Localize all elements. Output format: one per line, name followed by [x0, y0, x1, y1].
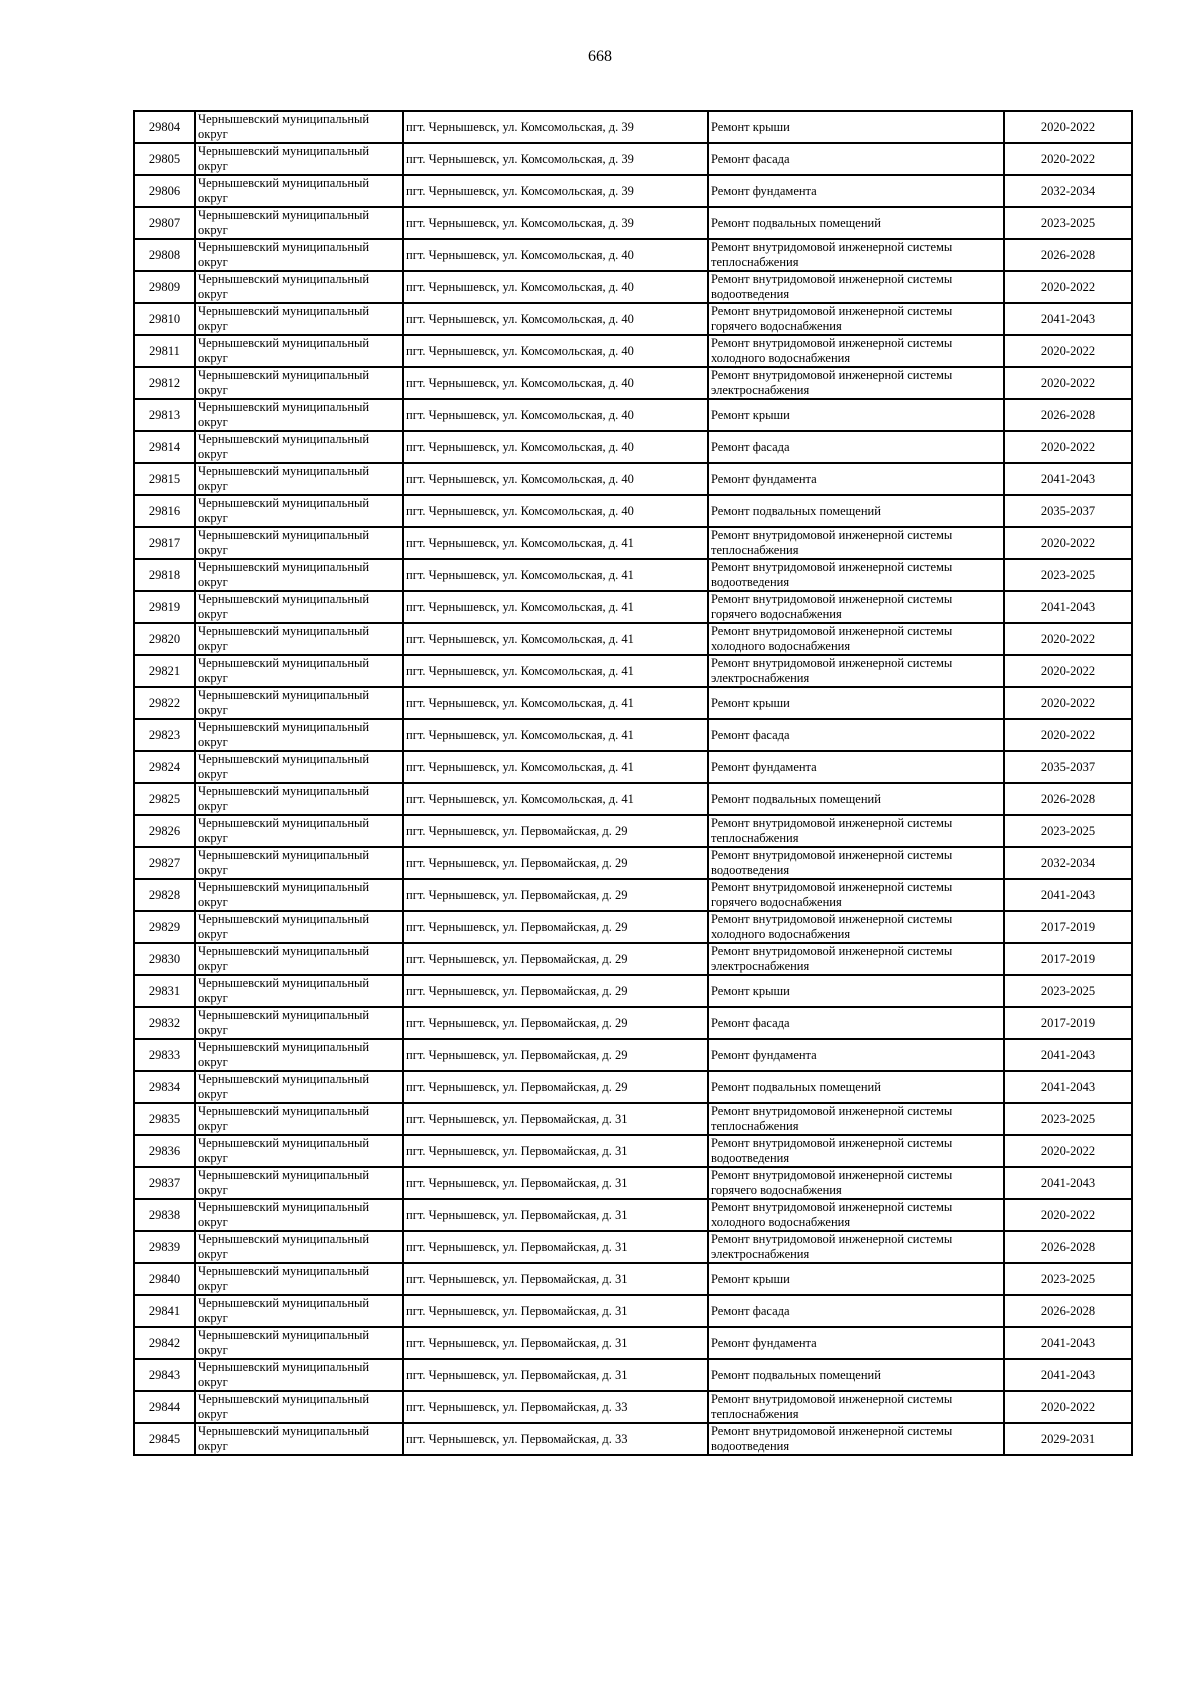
period-cell: 2017-2019	[1004, 1007, 1132, 1039]
work-type-cell: Ремонт внутридомовой инженерной системы горячего водоснабжения	[708, 1167, 1004, 1199]
work-type-cell: Ремонт внутридомовой инженерной системы водоотведения	[708, 559, 1004, 591]
row-number-cell: 29807	[134, 207, 195, 239]
address-cell: пгт. Чернышевск, ул. Комсомольская, д. 39	[403, 207, 708, 239]
row-number-cell: 29830	[134, 943, 195, 975]
address-cell: пгт. Чернышевск, ул. Комсомольская, д. 41	[403, 655, 708, 687]
district-cell: Чернышевский муниципальный округ	[195, 1295, 403, 1327]
district-cell: Чернышевский муниципальный округ	[195, 143, 403, 175]
district-cell: Чернышевский муниципальный округ	[195, 1263, 403, 1295]
address-cell: пгт. Чернышевск, ул. Комсомольская, д. 40	[403, 303, 708, 335]
period-cell: 2023-2025	[1004, 975, 1132, 1007]
address-cell: пгт. Чернышевск, ул. Первомайская, д. 31	[403, 1295, 708, 1327]
district-cell: Чернышевский муниципальный округ	[195, 367, 403, 399]
district-cell: Чернышевский муниципальный округ	[195, 111, 403, 143]
address-cell: пгт. Чернышевск, ул. Первомайская, д. 31	[403, 1359, 708, 1391]
address-cell: пгт. Чернышевск, ул. Первомайская, д. 31	[403, 1231, 708, 1263]
address-cell: пгт. Чернышевск, ул. Комсомольская, д. 41	[403, 719, 708, 751]
period-cell: 2029-2031	[1004, 1423, 1132, 1455]
work-type-cell: Ремонт внутридомовой инженерной системы холодного водоснабжения	[708, 335, 1004, 367]
table-row	[134, 1359, 1132, 1391]
district-cell: Чернышевский муниципальный округ	[195, 527, 403, 559]
work-type-cell: Ремонт внутридомовой инженерной системы водоотведения	[708, 271, 1004, 303]
work-type-cell: Ремонт внутридомовой инженерной системы холодного водоснабжения	[708, 623, 1004, 655]
table-row	[134, 1295, 1132, 1327]
table-row	[134, 303, 1132, 335]
district-cell: Чернышевский муниципальный округ	[195, 783, 403, 815]
row-number-cell: 29805	[134, 143, 195, 175]
address-cell: пгт. Чернышевск, ул. Комсомольская, д. 41	[403, 783, 708, 815]
period-cell: 2020-2022	[1004, 367, 1132, 399]
district-cell: Чернышевский муниципальный округ	[195, 847, 403, 879]
district-cell: Чернышевский муниципальный округ	[195, 1071, 403, 1103]
work-type-cell: Ремонт фундамента	[708, 751, 1004, 783]
address-cell: пгт. Чернышевск, ул. Комсомольская, д. 39	[403, 111, 708, 143]
row-number-cell: 29833	[134, 1039, 195, 1071]
row-number-cell: 29832	[134, 1007, 195, 1039]
period-cell: 2020-2022	[1004, 527, 1132, 559]
address-cell: пгт. Чернышевск, ул. Комсомольская, д. 39	[403, 175, 708, 207]
table-row	[134, 1199, 1132, 1231]
work-type-cell: Ремонт внутридомовой инженерной системы горячего водоснабжения	[708, 591, 1004, 623]
row-number-cell: 29810	[134, 303, 195, 335]
work-type-cell: Ремонт подвальных помещений	[708, 1071, 1004, 1103]
repair-schedule-table	[133, 110, 1133, 1456]
address-cell: пгт. Чернышевск, ул. Первомайская, д. 29	[403, 1071, 708, 1103]
address-cell: пгт. Чернышевск, ул. Первомайская, д. 31	[403, 1167, 708, 1199]
district-cell: Чернышевский муниципальный округ	[195, 1423, 403, 1455]
period-cell: 2017-2019	[1004, 943, 1132, 975]
row-number-cell: 29825	[134, 783, 195, 815]
address-cell: пгт. Чернышевск, ул. Первомайская, д. 31	[403, 1103, 708, 1135]
district-cell: Чернышевский муниципальный округ	[195, 975, 403, 1007]
table-row	[134, 1423, 1132, 1455]
table-row	[134, 975, 1132, 1007]
work-type-cell: Ремонт фасада	[708, 1295, 1004, 1327]
row-number-cell: 29812	[134, 367, 195, 399]
table-row	[134, 111, 1132, 143]
work-type-cell: Ремонт крыши	[708, 1263, 1004, 1295]
row-number-cell: 29838	[134, 1199, 195, 1231]
period-cell: 2017-2019	[1004, 911, 1132, 943]
work-type-cell: Ремонт внутридомовой инженерной системы водоотведения	[708, 1135, 1004, 1167]
table-row	[134, 911, 1132, 943]
address-cell: пгт. Чернышевск, ул. Комсомольская, д. 41	[403, 687, 708, 719]
district-cell: Чернышевский муниципальный округ	[195, 1007, 403, 1039]
row-number-cell: 29815	[134, 463, 195, 495]
work-type-cell: Ремонт внутридомовой инженерной системы электроснабжения	[708, 655, 1004, 687]
period-cell: 2026-2028	[1004, 399, 1132, 431]
period-cell: 2026-2028	[1004, 783, 1132, 815]
table-row	[134, 1135, 1132, 1167]
address-cell: пгт. Чернышевск, ул. Комсомольская, д. 39	[403, 143, 708, 175]
work-type-cell: Ремонт подвальных помещений	[708, 495, 1004, 527]
period-cell: 2035-2037	[1004, 751, 1132, 783]
table-row	[134, 431, 1132, 463]
address-cell: пгт. Чернышевск, ул. Первомайская, д. 29	[403, 943, 708, 975]
address-cell: пгт. Чернышевск, ул. Комсомольская, д. 41	[403, 623, 708, 655]
work-type-cell: Ремонт внутридомовой инженерной системы горячего водоснабжения	[708, 879, 1004, 911]
address-cell: пгт. Чернышевск, ул. Комсомольская, д. 40	[403, 463, 708, 495]
period-cell: 2041-2043	[1004, 463, 1132, 495]
row-number-cell: 29806	[134, 175, 195, 207]
work-type-cell: Ремонт внутридомовой инженерной системы электроснабжения	[708, 943, 1004, 975]
address-cell: пгт. Чернышевск, ул. Комсомольская, д. 41	[403, 527, 708, 559]
work-type-cell: Ремонт внутридомовой инженерной системы электроснабжения	[708, 1231, 1004, 1263]
row-number-cell: 29842	[134, 1327, 195, 1359]
district-cell: Чернышевский муниципальный округ	[195, 815, 403, 847]
district-cell: Чернышевский муниципальный округ	[195, 623, 403, 655]
address-cell: пгт. Чернышевск, ул. Первомайская, д. 29	[403, 1007, 708, 1039]
district-cell: Чернышевский муниципальный округ	[195, 303, 403, 335]
table-row	[134, 335, 1132, 367]
district-cell: Чернышевский муниципальный округ	[195, 751, 403, 783]
period-cell: 2020-2022	[1004, 1135, 1132, 1167]
row-number-cell: 29837	[134, 1167, 195, 1199]
row-number-cell: 29834	[134, 1071, 195, 1103]
work-type-cell: Ремонт внутридомовой инженерной системы электроснабжения	[708, 367, 1004, 399]
work-type-cell: Ремонт крыши	[708, 111, 1004, 143]
row-number-cell: 29820	[134, 623, 195, 655]
period-cell: 2023-2025	[1004, 1263, 1132, 1295]
row-number-cell: 29822	[134, 687, 195, 719]
row-number-cell: 29824	[134, 751, 195, 783]
address-cell: пгт. Чернышевск, ул. Комсомольская, д. 40	[403, 367, 708, 399]
work-type-cell: Ремонт крыши	[708, 399, 1004, 431]
row-number-cell: 29828	[134, 879, 195, 911]
address-cell: пгт. Чернышевск, ул. Комсомольская, д. 40	[403, 239, 708, 271]
period-cell: 2020-2022	[1004, 111, 1132, 143]
period-cell: 2041-2043	[1004, 1359, 1132, 1391]
table-row	[134, 1167, 1132, 1199]
district-cell: Чернышевский муниципальный округ	[195, 1039, 403, 1071]
row-number-cell: 29823	[134, 719, 195, 751]
table-row	[134, 495, 1132, 527]
work-type-cell: Ремонт внутридомовой инженерной системы теплоснабжения	[708, 1103, 1004, 1135]
period-cell: 2020-2022	[1004, 431, 1132, 463]
work-type-cell: Ремонт фасада	[708, 1007, 1004, 1039]
table-row	[134, 367, 1132, 399]
work-type-cell: Ремонт внутридомовой инженерной системы теплоснабжения	[708, 815, 1004, 847]
row-number-cell: 29841	[134, 1295, 195, 1327]
table-row	[134, 175, 1132, 207]
work-type-cell: Ремонт подвальных помещений	[708, 1359, 1004, 1391]
page-number: 668	[588, 48, 612, 65]
row-number-cell: 29843	[134, 1359, 195, 1391]
work-type-cell: Ремонт внутридомовой инженерной системы холодного водоснабжения	[708, 911, 1004, 943]
period-cell: 2032-2034	[1004, 847, 1132, 879]
work-type-cell: Ремонт внутридомовой инженерной системы горячего водоснабжения	[708, 303, 1004, 335]
table-body	[134, 111, 1132, 1455]
period-cell: 2041-2043	[1004, 879, 1132, 911]
district-cell: Чернышевский муниципальный округ	[195, 655, 403, 687]
table-row	[134, 623, 1132, 655]
row-number-cell: 29809	[134, 271, 195, 303]
address-cell: пгт. Чернышевск, ул. Первомайская, д. 31	[403, 1263, 708, 1295]
row-number-cell: 29844	[134, 1391, 195, 1423]
work-type-cell: Ремонт внутридомовой инженерной системы теплоснабжения	[708, 239, 1004, 271]
table-row	[134, 879, 1132, 911]
row-number-cell: 29840	[134, 1263, 195, 1295]
row-number-cell: 29816	[134, 495, 195, 527]
work-type-cell: Ремонт фасада	[708, 143, 1004, 175]
work-type-cell: Ремонт внутридомовой инженерной системы теплоснабжения	[708, 1391, 1004, 1423]
table-row	[134, 559, 1132, 591]
address-cell: пгт. Чернышевск, ул. Первомайская, д. 29	[403, 847, 708, 879]
table-row	[134, 687, 1132, 719]
period-cell: 2023-2025	[1004, 1103, 1132, 1135]
district-cell: Чернышевский муниципальный округ	[195, 175, 403, 207]
row-number-cell: 29813	[134, 399, 195, 431]
row-number-cell: 29831	[134, 975, 195, 1007]
period-cell: 2032-2034	[1004, 175, 1132, 207]
district-cell: Чернышевский муниципальный округ	[195, 495, 403, 527]
row-number-cell: 29818	[134, 559, 195, 591]
address-cell: пгт. Чернышевск, ул. Комсомольская, д. 40	[403, 431, 708, 463]
district-cell: Чернышевский муниципальный округ	[195, 1327, 403, 1359]
row-number-cell: 29814	[134, 431, 195, 463]
district-cell: Чернышевский муниципальный округ	[195, 271, 403, 303]
work-type-cell: Ремонт фундамента	[708, 175, 1004, 207]
district-cell: Чернышевский муниципальный округ	[195, 879, 403, 911]
address-cell: пгт. Чернышевск, ул. Первомайская, д. 31	[403, 1327, 708, 1359]
table-row	[134, 847, 1132, 879]
table-row	[134, 943, 1132, 975]
table-row	[134, 1391, 1132, 1423]
district-cell: Чернышевский муниципальный округ	[195, 1135, 403, 1167]
table-row	[134, 783, 1132, 815]
period-cell: 2023-2025	[1004, 559, 1132, 591]
table-row	[134, 239, 1132, 271]
period-cell: 2035-2037	[1004, 495, 1132, 527]
address-cell: пгт. Чернышевск, ул. Комсомольская, д. 40	[403, 271, 708, 303]
table-row	[134, 1327, 1132, 1359]
table-row	[134, 271, 1132, 303]
district-cell: Чернышевский муниципальный округ	[195, 1167, 403, 1199]
district-cell: Чернышевский муниципальный округ	[195, 687, 403, 719]
work-type-cell: Ремонт внутридомовой инженерной системы водоотведения	[708, 847, 1004, 879]
district-cell: Чернышевский муниципальный округ	[195, 1199, 403, 1231]
period-cell: 2020-2022	[1004, 1199, 1132, 1231]
table-row	[134, 655, 1132, 687]
period-cell: 2041-2043	[1004, 303, 1132, 335]
row-number-cell: 29826	[134, 815, 195, 847]
address-cell: пгт. Чернышевск, ул. Первомайская, д. 29	[403, 815, 708, 847]
work-type-cell: Ремонт внутридомовой инженерной системы водоотведения	[708, 1423, 1004, 1455]
district-cell: Чернышевский муниципальный округ	[195, 1103, 403, 1135]
address-cell: пгт. Чернышевск, ул. Первомайская, д. 29	[403, 911, 708, 943]
address-cell: пгт. Чернышевск, ул. Первомайская, д. 33	[403, 1423, 708, 1455]
row-number-cell: 29827	[134, 847, 195, 879]
address-cell: пгт. Чернышевск, ул. Первомайская, д. 29	[403, 975, 708, 1007]
period-cell: 2023-2025	[1004, 207, 1132, 239]
district-cell: Чернышевский муниципальный округ	[195, 335, 403, 367]
period-cell: 2041-2043	[1004, 591, 1132, 623]
district-cell: Чернышевский муниципальный округ	[195, 591, 403, 623]
table-row	[134, 1071, 1132, 1103]
period-cell: 2026-2028	[1004, 1231, 1132, 1263]
table-row	[134, 463, 1132, 495]
address-cell: пгт. Чернышевск, ул. Комсомольская, д. 41	[403, 751, 708, 783]
work-type-cell: Ремонт фундамента	[708, 1039, 1004, 1071]
district-cell: Чернышевский муниципальный округ	[195, 207, 403, 239]
table-row	[134, 1103, 1132, 1135]
district-cell: Чернышевский муниципальный округ	[195, 239, 403, 271]
address-cell: пгт. Чернышевск, ул. Первомайская, д. 31	[403, 1199, 708, 1231]
row-number-cell: 29804	[134, 111, 195, 143]
address-cell: пгт. Чернышевск, ул. Комсомольская, д. 40	[403, 399, 708, 431]
table-row	[134, 591, 1132, 623]
address-cell: пгт. Чернышевск, ул. Комсомольская, д. 41	[403, 559, 708, 591]
work-type-cell: Ремонт внутридомовой инженерной системы теплоснабжения	[708, 527, 1004, 559]
table-row	[134, 143, 1132, 175]
period-cell: 2041-2043	[1004, 1071, 1132, 1103]
table-row	[134, 1007, 1132, 1039]
district-cell: Чернышевский муниципальный округ	[195, 943, 403, 975]
table-row	[134, 207, 1132, 239]
work-type-cell: Ремонт фундамента	[708, 1327, 1004, 1359]
work-type-cell: Ремонт внутридомовой инженерной системы холодного водоснабжения	[708, 1199, 1004, 1231]
address-cell: пгт. Чернышевск, ул. Комсомольская, д. 40	[403, 335, 708, 367]
district-cell: Чернышевский муниципальный округ	[195, 399, 403, 431]
table-row	[134, 399, 1132, 431]
work-type-cell: Ремонт фундамента	[708, 463, 1004, 495]
address-cell: пгт. Чернышевск, ул. Первомайская, д. 29	[403, 1039, 708, 1071]
period-cell: 2023-2025	[1004, 815, 1132, 847]
table-row	[134, 1231, 1132, 1263]
period-cell: 2020-2022	[1004, 719, 1132, 751]
district-cell: Чернышевский муниципальный округ	[195, 431, 403, 463]
period-cell: 2020-2022	[1004, 655, 1132, 687]
district-cell: Чернышевский муниципальный округ	[195, 559, 403, 591]
work-type-cell: Ремонт фасада	[708, 431, 1004, 463]
period-cell: 2020-2022	[1004, 1391, 1132, 1423]
district-cell: Чернышевский муниципальный округ	[195, 911, 403, 943]
work-type-cell: Ремонт подвальных помещений	[708, 207, 1004, 239]
row-number-cell: 29836	[134, 1135, 195, 1167]
period-cell: 2020-2022	[1004, 271, 1132, 303]
row-number-cell: 29845	[134, 1423, 195, 1455]
work-type-cell: Ремонт крыши	[708, 975, 1004, 1007]
work-type-cell: Ремонт крыши	[708, 687, 1004, 719]
period-cell: 2041-2043	[1004, 1167, 1132, 1199]
row-number-cell: 29821	[134, 655, 195, 687]
table-row	[134, 719, 1132, 751]
table-row	[134, 1263, 1132, 1295]
address-cell: пгт. Чернышевск, ул. Комсомольская, д. 40	[403, 495, 708, 527]
table-row	[134, 1039, 1132, 1071]
district-cell: Чернышевский муниципальный округ	[195, 1231, 403, 1263]
row-number-cell: 29819	[134, 591, 195, 623]
district-cell: Чернышевский муниципальный округ	[195, 463, 403, 495]
address-cell: пгт. Чернышевск, ул. Первомайская, д. 33	[403, 1391, 708, 1423]
period-cell: 2026-2028	[1004, 1295, 1132, 1327]
period-cell: 2020-2022	[1004, 143, 1132, 175]
table-row	[134, 751, 1132, 783]
row-number-cell: 29829	[134, 911, 195, 943]
district-cell: Чернышевский муниципальный округ	[195, 1391, 403, 1423]
row-number-cell: 29808	[134, 239, 195, 271]
period-cell: 2020-2022	[1004, 623, 1132, 655]
work-type-cell: Ремонт фасада	[708, 719, 1004, 751]
row-number-cell: 29811	[134, 335, 195, 367]
address-cell: пгт. Чернышевск, ул. Первомайская, д. 31	[403, 1135, 708, 1167]
address-cell: пгт. Чернышевск, ул. Первомайская, д. 29	[403, 879, 708, 911]
row-number-cell: 29835	[134, 1103, 195, 1135]
table-row	[134, 527, 1132, 559]
district-cell: Чернышевский муниципальный округ	[195, 1359, 403, 1391]
period-cell: 2041-2043	[1004, 1039, 1132, 1071]
period-cell: 2041-2043	[1004, 1327, 1132, 1359]
period-cell: 2020-2022	[1004, 687, 1132, 719]
period-cell: 2026-2028	[1004, 239, 1132, 271]
row-number-cell: 29839	[134, 1231, 195, 1263]
period-cell: 2020-2022	[1004, 335, 1132, 367]
address-cell: пгт. Чернышевск, ул. Комсомольская, д. 41	[403, 591, 708, 623]
table-row	[134, 815, 1132, 847]
district-cell: Чернышевский муниципальный округ	[195, 719, 403, 751]
work-type-cell: Ремонт подвальных помещений	[708, 783, 1004, 815]
row-number-cell: 29817	[134, 527, 195, 559]
